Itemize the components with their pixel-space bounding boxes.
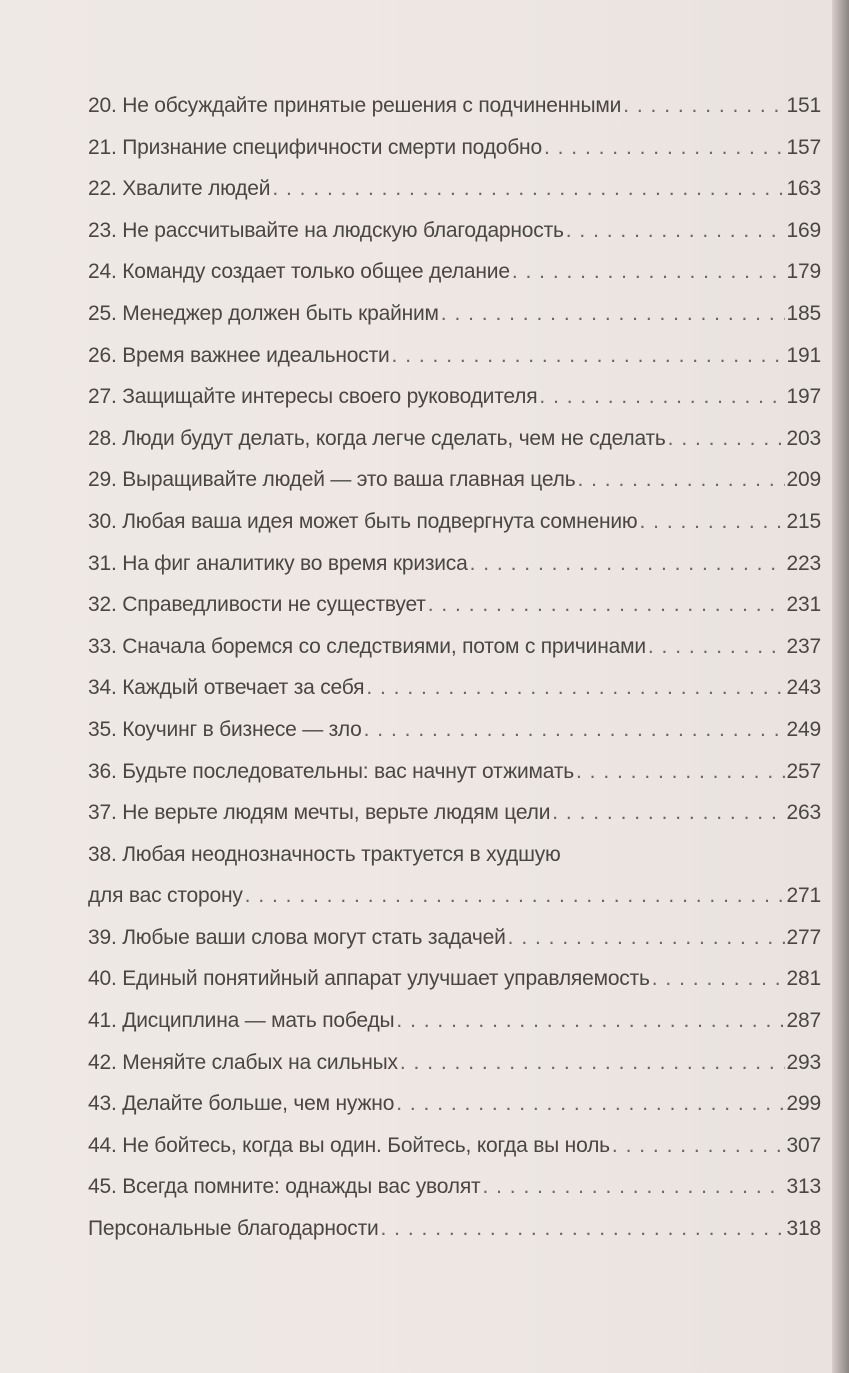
toc-entry[interactable] bbox=[88, 85, 821, 127]
toc-page-number: 293 bbox=[786, 1050, 821, 1074]
leader-dots bbox=[428, 584, 785, 626]
toc-entry[interactable] bbox=[88, 584, 821, 626]
toc-page-number: 281 bbox=[786, 967, 821, 991]
toc-entry-title: 45. Всегда помните: однажды вас уволят bbox=[88, 1175, 481, 1199]
toc-entry-title: 27. Защищайте интересы своего руководителя bbox=[88, 385, 538, 409]
toc-entry[interactable] bbox=[88, 501, 821, 543]
leader-dots bbox=[648, 626, 785, 668]
table-of-contents bbox=[88, 85, 821, 1250]
toc-entry[interactable] bbox=[88, 210, 821, 252]
leader-dots bbox=[544, 127, 785, 169]
toc-page-number: 197 bbox=[786, 385, 821, 409]
leader-dots bbox=[470, 543, 785, 585]
toc-entry-title: 39. Любые ваши слова могут стать задачей bbox=[88, 925, 506, 949]
toc-entry-title: 25. Менеджер должен быть крайним bbox=[88, 301, 439, 325]
toc-page-number: 203 bbox=[786, 426, 821, 450]
toc-page-number: 299 bbox=[786, 1092, 821, 1116]
toc-entry[interactable] bbox=[88, 127, 821, 169]
toc-entry-title: 26. Время важнее идеальности bbox=[88, 343, 390, 367]
toc-entry-title: 20. Не обсуждайте принятые решения с подчиненными bbox=[88, 94, 622, 117]
leader-dots bbox=[400, 1042, 785, 1084]
toc-entry-title: 24. Команду создает только общее делание bbox=[88, 260, 510, 284]
toc-entry[interactable] bbox=[88, 667, 821, 709]
toc-entry-title: 44. Не бойтесь, когда вы один. Бойтесь, когда вы ноль bbox=[88, 1133, 610, 1157]
leader-dots bbox=[441, 293, 785, 335]
toc-page-number: 223 bbox=[786, 551, 821, 575]
page-edge-shadow bbox=[832, 0, 849, 1373]
leader-dots bbox=[552, 792, 784, 834]
leader-dots bbox=[623, 85, 784, 127]
toc-entry-title: 32. Справедливости не существует bbox=[88, 593, 426, 617]
toc-page-number: 271 bbox=[786, 884, 821, 908]
toc-page-number: 249 bbox=[786, 717, 821, 741]
toc-entry-title: 23. Не рассчитывайте на людскую благодарность bbox=[88, 218, 564, 242]
toc-entry[interactable] bbox=[88, 168, 821, 210]
toc-page-number: 191 bbox=[786, 343, 821, 367]
toc-entry-title: 43. Делайте больше, чем нужно bbox=[88, 1092, 395, 1116]
toc-entry-title: 29. Выращивайте людей — это ваша главная цель bbox=[88, 468, 576, 492]
toc-entry[interactable] bbox=[88, 626, 821, 668]
toc-entry[interactable] bbox=[88, 459, 821, 501]
toc-entry[interactable] bbox=[88, 418, 821, 460]
toc-entry-title: 21. Признание специфичности смерти подобно bbox=[88, 135, 542, 159]
toc-entry[interactable] bbox=[88, 376, 821, 418]
toc-entry-title: 30. Любая ваша идея может быть подвергнута сомнению bbox=[88, 509, 638, 533]
leader-dots bbox=[272, 168, 784, 210]
toc-entry[interactable] bbox=[88, 251, 821, 293]
toc-entry[interactable] bbox=[88, 751, 821, 793]
toc-entry-title: 42. Меняйте слабых на сильных bbox=[88, 1050, 398, 1074]
toc-entry-title-line2: для вас сторону bbox=[88, 884, 243, 908]
toc-entry-title: 35. Коучинг в бизнесе — зло bbox=[88, 717, 362, 741]
toc-entry[interactable] bbox=[88, 958, 821, 1000]
toc-entry[interactable] bbox=[88, 543, 821, 585]
toc-entry-title: 37. Не верьте людям мечты, верьте людям цели bbox=[88, 801, 551, 825]
toc-page-number: 231 bbox=[786, 593, 821, 617]
toc-entry[interactable] bbox=[88, 1125, 821, 1167]
leader-dots bbox=[396, 1083, 784, 1125]
leader-dots bbox=[508, 917, 785, 959]
leader-dots bbox=[639, 501, 784, 543]
toc-entry-title: 22. Хвалите людей bbox=[88, 177, 271, 201]
toc-entry-title: 28. Люди будут делать, когда легче сделать, чем не сделать bbox=[88, 426, 666, 450]
leader-dots bbox=[512, 251, 785, 293]
toc-entry-title: 40. Единый понятийный аппарат улучшает управляемость bbox=[88, 967, 650, 991]
toc-entry[interactable] bbox=[88, 792, 821, 834]
toc-page-number: 179 bbox=[786, 260, 821, 284]
toc-page-number: 237 bbox=[786, 634, 821, 658]
leader-dots bbox=[392, 335, 785, 377]
toc-page-number: 209 bbox=[786, 468, 821, 492]
leader-dots bbox=[577, 459, 784, 501]
toc-entry-title: Персональные благодарности bbox=[88, 1217, 379, 1241]
toc-page-number: 243 bbox=[786, 676, 821, 700]
toc-entry[interactable] bbox=[88, 335, 821, 377]
toc-entry-title-line1: 38. Любая неоднозначность трактуется в худшую bbox=[88, 842, 561, 866]
toc-entry[interactable] bbox=[88, 1208, 821, 1250]
leader-dots bbox=[482, 1166, 784, 1208]
toc-page-number: 163 bbox=[786, 177, 821, 201]
leader-dots bbox=[381, 1208, 785, 1250]
toc-page-number: 215 bbox=[786, 509, 821, 533]
toc-entry[interactable] bbox=[88, 1083, 821, 1125]
toc-entry-title: 31. На фиг аналитику во время кризиса bbox=[88, 551, 468, 575]
toc-page-number: 277 bbox=[786, 925, 821, 949]
leader-dots bbox=[668, 418, 785, 460]
leader-dots bbox=[539, 376, 784, 418]
toc-page-number: 287 bbox=[786, 1009, 821, 1033]
toc-entry[interactable] bbox=[88, 1042, 821, 1084]
toc-entry-title: 41. Дисциплина — мать победы bbox=[88, 1009, 395, 1033]
toc-page-number: 185 bbox=[786, 301, 821, 325]
toc-page-number: 263 bbox=[786, 801, 821, 825]
leader-dots bbox=[652, 958, 785, 1000]
leader-dots bbox=[396, 1000, 784, 1042]
toc-page-number: 169 bbox=[786, 218, 821, 242]
leader-dots bbox=[366, 667, 784, 709]
toc-page-number: 313 bbox=[786, 1175, 821, 1199]
leader-dots bbox=[245, 875, 785, 917]
toc-entry-title: 36. Будьте последовательны: вас начнут отжимать bbox=[88, 759, 574, 783]
toc-entry-38[interactable] bbox=[88, 834, 821, 917]
leader-dots bbox=[364, 709, 785, 751]
toc-entry[interactable] bbox=[88, 293, 821, 335]
leader-dots bbox=[566, 210, 785, 252]
toc-page-number: 151 bbox=[786, 94, 821, 117]
toc-entry[interactable] bbox=[88, 709, 821, 751]
toc-page-number: 157 bbox=[786, 135, 821, 159]
toc-entry[interactable] bbox=[88, 1000, 821, 1042]
toc-page-number: 318 bbox=[786, 1217, 821, 1241]
toc-entry[interactable] bbox=[88, 917, 821, 959]
toc-page-number: 257 bbox=[786, 759, 821, 783]
toc-entry-title: 33. Сначала боремся со следствиями, потом с причинами bbox=[88, 634, 646, 658]
leader-dots bbox=[576, 751, 785, 793]
toc-entry-title: 34. Каждый отвечает за себя bbox=[88, 676, 365, 700]
toc-entry[interactable] bbox=[88, 1166, 821, 1208]
toc-page-number: 307 bbox=[786, 1133, 821, 1157]
leader-dots bbox=[612, 1125, 785, 1167]
